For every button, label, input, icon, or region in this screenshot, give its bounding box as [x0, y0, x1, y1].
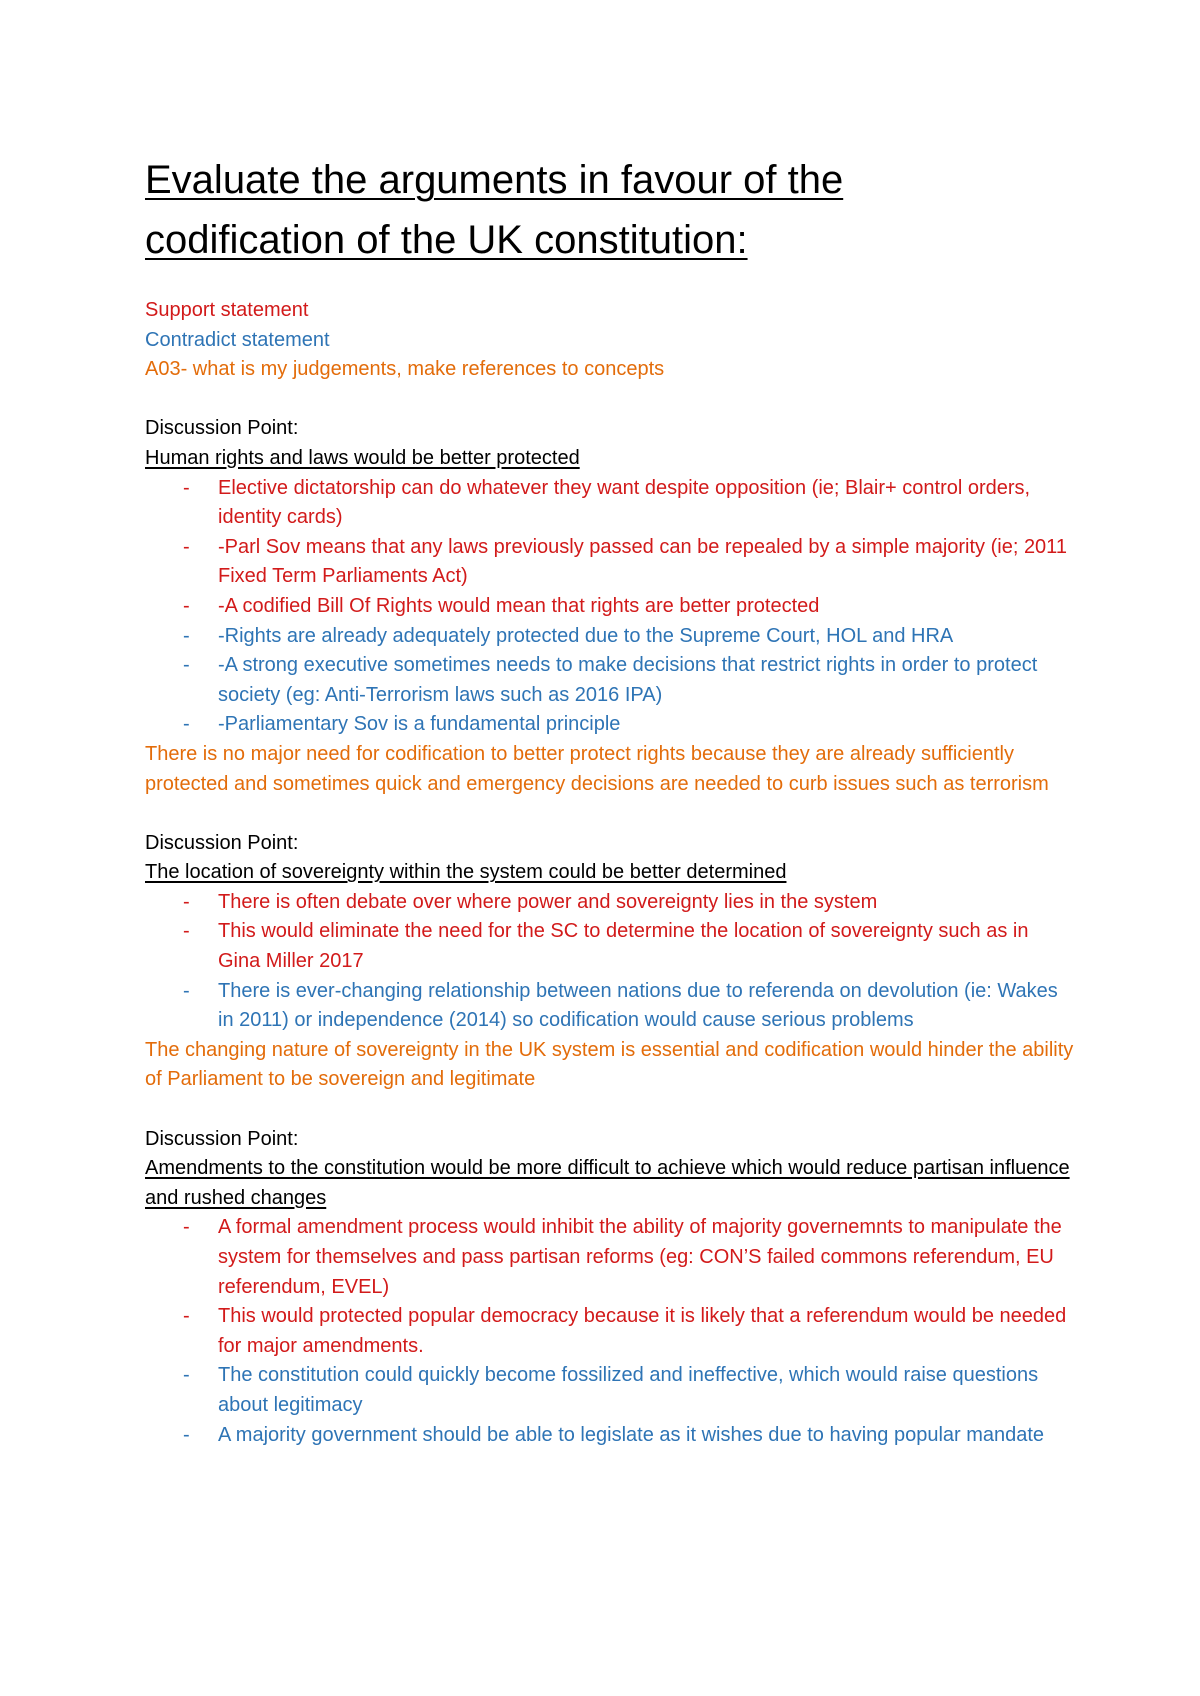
bullet-contradict: - There is ever-changing relationship between nations due to referenda on devolution (ie: Wakes in 2011) or independence (2014) so codification would cause serious problems — [183, 979, 1058, 1032]
bullet-contradict: - -Parliamentary Sov is a fundamental principle — [183, 713, 621, 736]
bullet-contradict: - -A strong executive sometimes needs to make decisions that restrict rights in order to protect society (eg: Anti-Terrorism laws such as 2016 IPA) — [183, 654, 1038, 706]
discussion-label: Discussion Point: — [145, 1127, 299, 1150]
discussion-label: Discussion Point: — [145, 417, 299, 440]
discussion-heading: Human rights and laws would be better protected — [145, 446, 580, 469]
legend-contradict: Contradict statement — [145, 328, 330, 351]
bullet-support: - A formal amendment process would inhibit the ability of majority governemnts to manipulate the system for themselves and pass partisan reforms (eg: CON’S failed commons referendum, EU referendum, EVEL) — [183, 1216, 1062, 1298]
discussion-label: Discussion Point: — [145, 831, 299, 854]
color-legend — [145, 296, 1075, 385]
title-line-2: codification of the UK constitution: — [145, 218, 748, 262]
bullet-support: - Elective dictatorship can do whatever they want despite opposition (ie; Blair+ control orders, identity cards) — [183, 476, 1031, 529]
legend-support: Support statement — [145, 299, 309, 321]
bullet-list — [145, 1213, 1075, 1450]
bullet-support: - This would protected popular democracy because it is likely that a referendum would be needed for major amendments. — [183, 1305, 1067, 1357]
discussion-section-2 — [145, 829, 1075, 1095]
bullet-support: - This would eliminate the need for the SC to determine the location of sovereignty such as in Gina Miller 2017 — [183, 920, 1029, 973]
bullet-contradict: - The constitution could quickly become fossilized and ineffective, which would raise questions about legitimacy — [183, 1364, 1039, 1416]
judgement-text: The changing nature of sovereignty in the UK system is essential and codification would hinder the ability of Parliament to be sovereign and legitimate — [145, 1038, 1074, 1091]
bullet-support: - -A codified Bill Of Rights would mean that rights are better protected — [183, 594, 820, 617]
judgement-text: There is no major need for codification to better protect rights because they are already sufficiently protected and sometimes quick and emergency decisions are needed to curb issues such as terrorism — [145, 742, 1049, 795]
bullet-list — [145, 888, 1075, 1036]
legend-ao3: A03- what is my judgements, make references to concepts — [145, 358, 665, 381]
bullet-contradict: - -Rights are already adequately protected due to the Supreme Court, HOL and HRA — [183, 624, 954, 647]
bullet-contradict: - A majority government should be able to legislate as it wishes due to having popular mandate — [183, 1423, 1045, 1446]
bullet-support: - -Parl Sov means that any laws previously passed can be repealed by a simple majority (ie; 2011 Fixed Term Parliaments Act) — [183, 535, 1067, 588]
bullet-list — [145, 474, 1075, 740]
discussion-section-1 — [145, 414, 1075, 799]
document-title — [145, 150, 1075, 270]
document-body — [145, 150, 1075, 1450]
discussion-section-3 — [145, 1125, 1075, 1451]
discussion-heading: Amendments to the constitution would be more difficult to achieve which would reduce partisan influence and rushed changes — [145, 1157, 1070, 1209]
title-line-1: Evaluate the arguments in favour of the — [145, 158, 844, 202]
bullet-support: - There is often debate over where power and sovereignty lies in the system — [183, 890, 878, 913]
discussion-heading: The location of sovereignty within the system could be better determined — [145, 861, 787, 884]
